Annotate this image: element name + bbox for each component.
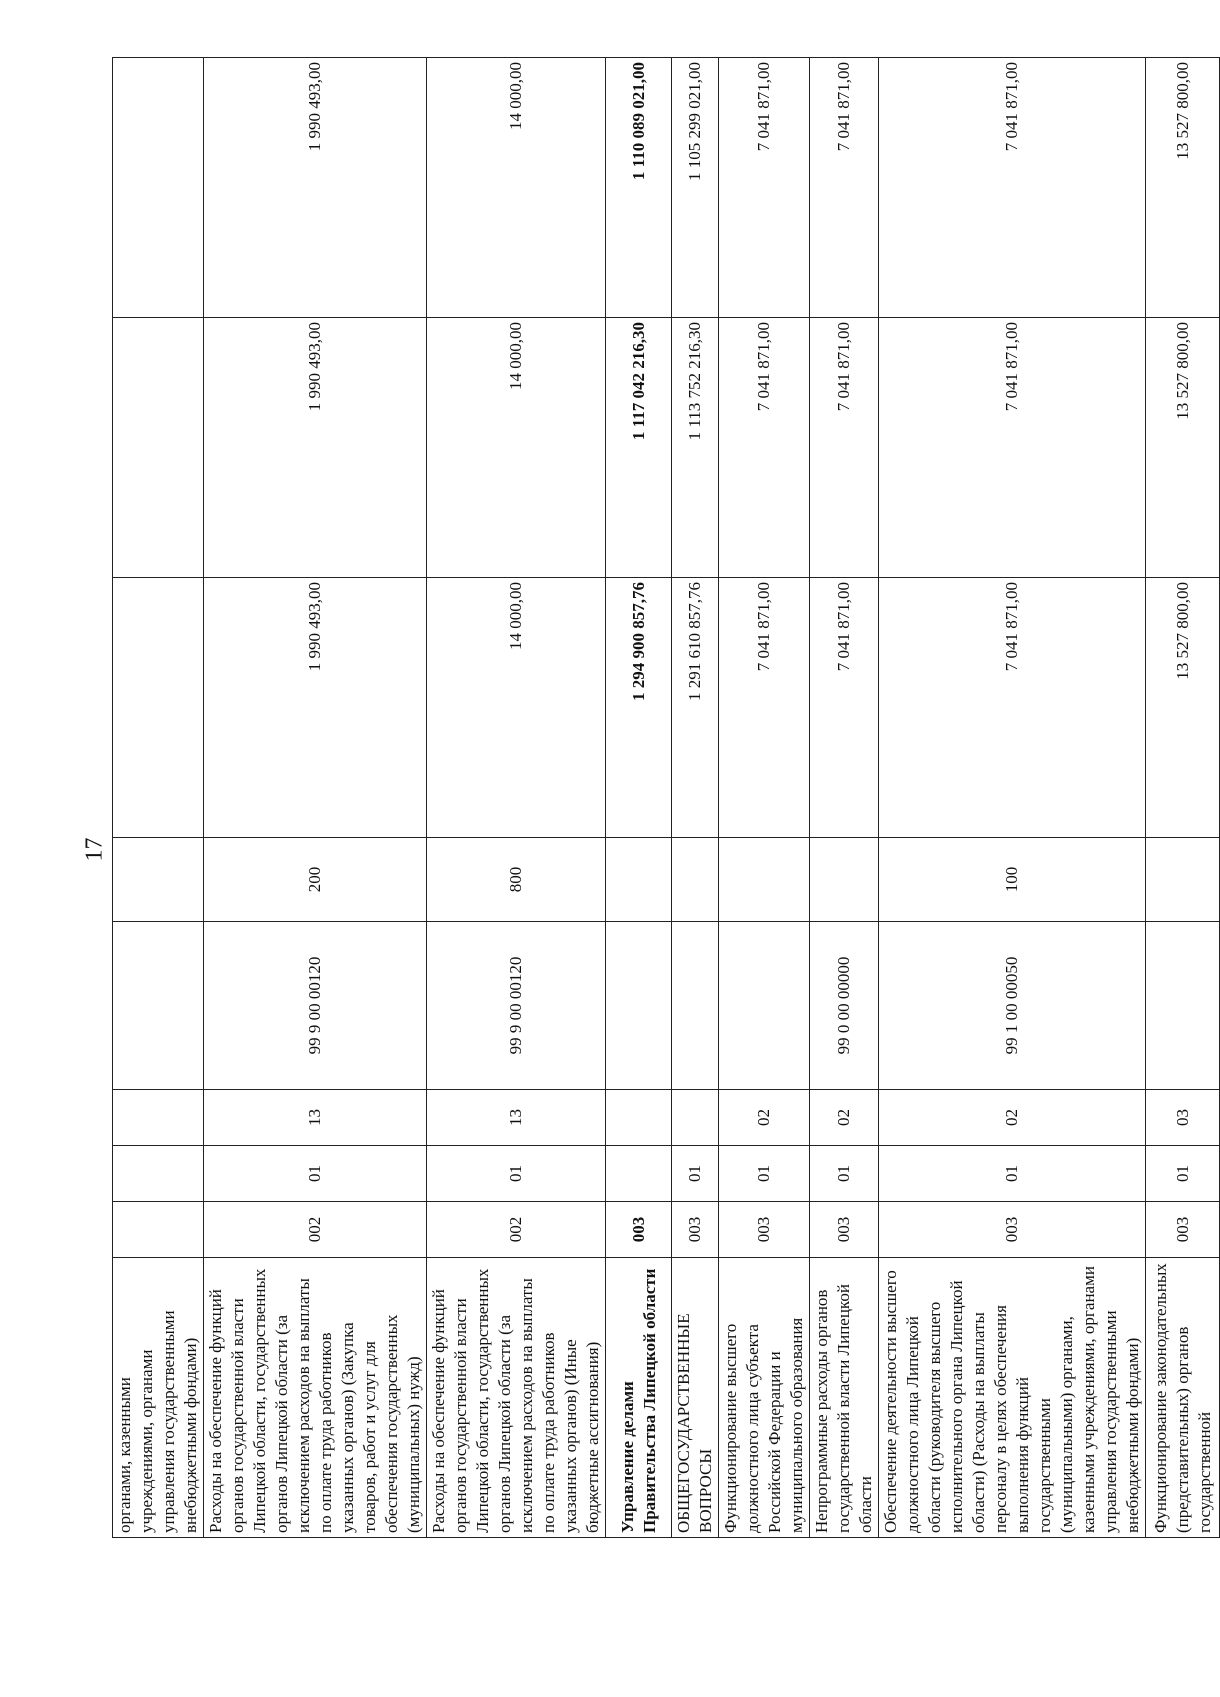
amount-year-1: 13 527 800,00 xyxy=(1146,578,1220,838)
amount-year-1: 1 291 610 857,76 xyxy=(672,578,719,838)
table-row xyxy=(113,58,204,1538)
expense-type-code: 100 xyxy=(879,838,1146,922)
ministry-code xyxy=(113,1202,204,1258)
row-name: органами, казенными учреждениями, органами управления государственными внебюджетными фондами) xyxy=(113,1258,204,1538)
row-name: Функционирование высшего должностного лица субъекта Российской Федерации и муниципального образования xyxy=(719,1258,810,1538)
row-name: Обеспечение деятельности высшего должностного лица Липецкой области (руководителя высшего исполнительного органа Липецкой области) (Расходы на выплаты персоналу в целях обеспечения выполнения функций государственными (муниципальными) органами, казенными учреждениями, органами управления государственными внебюджетными фондами) xyxy=(879,1258,1146,1538)
amount-year-1: 1 294 900 857,76 xyxy=(606,578,672,838)
expense-type-code xyxy=(719,838,810,922)
subsection-code: 02 xyxy=(719,1090,810,1146)
section-code xyxy=(113,1146,204,1202)
amount-year-3: 7 041 871,00 xyxy=(879,58,1146,318)
amount-year-1: 7 041 871,00 xyxy=(810,578,879,838)
target-article-code xyxy=(606,922,672,1090)
ministry-code: 003 xyxy=(719,1202,810,1258)
amount-year-1 xyxy=(113,578,204,838)
row-name: Расходы на обеспечение функций органов государственной власти Липецкой области, государственных органов Липецкой области (за исключением расходов на выплаты по оплате труда работников указанных органов) (Иные бюджетные ассигнования) xyxy=(427,1258,606,1538)
expense-type-code xyxy=(606,838,672,922)
budget-table xyxy=(112,57,1220,1538)
subsection-code: 13 xyxy=(427,1090,606,1146)
expense-type-code xyxy=(810,838,879,922)
ministry-code: 002 xyxy=(204,1202,427,1258)
subsection-code: 03 xyxy=(1146,1090,1220,1146)
expense-type-code xyxy=(113,838,204,922)
table-row xyxy=(1146,58,1220,1538)
amount-year-3: 1 110 089 021,00 xyxy=(606,58,672,318)
amount-year-2 xyxy=(113,318,204,578)
page-number: 17 xyxy=(81,837,108,862)
section-code: 01 xyxy=(204,1146,427,1202)
expense-type-code xyxy=(1146,838,1220,922)
subsection-code: 02 xyxy=(810,1090,879,1146)
amount-year-2: 14 000,00 xyxy=(427,318,606,578)
expense-type-code: 800 xyxy=(427,838,606,922)
target-article-code xyxy=(719,922,810,1090)
subsection-code: 02 xyxy=(879,1090,1146,1146)
ministry-code: 003 xyxy=(606,1202,672,1258)
section-code: 01 xyxy=(719,1146,810,1202)
section-code xyxy=(606,1146,672,1202)
target-article-code xyxy=(672,922,719,1090)
section-code: 01 xyxy=(810,1146,879,1202)
subsection-code xyxy=(606,1090,672,1146)
target-article-code xyxy=(113,922,204,1090)
amount-year-3: 14 000,00 xyxy=(427,58,606,318)
amount-year-1: 14 000,00 xyxy=(427,578,606,838)
amount-year-3: 1 105 299 021,00 xyxy=(672,58,719,318)
table-row xyxy=(810,58,879,1538)
table-row xyxy=(606,58,672,1538)
row-name: ОБЩЕГОСУДАРСТВЕННЫЕ ВОПРОСЫ xyxy=(672,1258,719,1538)
amount-year-1: 7 041 871,00 xyxy=(879,578,1146,838)
target-article-code: 99 9 00 00120 xyxy=(204,922,427,1090)
ministry-code: 003 xyxy=(879,1202,1146,1258)
amount-year-2: 7 041 871,00 xyxy=(879,318,1146,578)
amount-year-3: 13 527 800,00 xyxy=(1146,58,1220,318)
amount-year-1: 7 041 871,00 xyxy=(719,578,810,838)
amount-year-3 xyxy=(113,58,204,318)
table-row xyxy=(672,58,719,1538)
section-code: 01 xyxy=(1146,1146,1220,1202)
row-name: Функционирование законодательных (представительных) органов государственной xyxy=(1146,1258,1220,1538)
table-row xyxy=(427,58,606,1538)
section-code: 01 xyxy=(879,1146,1146,1202)
amount-year-2: 1 113 752 216,30 xyxy=(672,318,719,578)
row-name: Управление делами Правительства Липецкой области xyxy=(606,1258,672,1538)
amount-year-3: 1 990 493,00 xyxy=(204,58,427,318)
table-row xyxy=(879,58,1146,1538)
amount-year-2: 1 117 042 216,30 xyxy=(606,318,672,578)
amount-year-2: 13 527 800,00 xyxy=(1146,318,1220,578)
ministry-code: 003 xyxy=(1146,1202,1220,1258)
row-name: Расходы на обеспечение функций органов государственной власти Липецкой области, государственных органов Липецкой области (за исключением расходов на выплаты по оплате труда работников указанных органов) (Закупка товаров, работ и услуг для обеспечения государственных (муниципальных) нужд) xyxy=(204,1258,427,1538)
table-row xyxy=(204,58,427,1538)
table-body xyxy=(113,58,1220,1538)
budget-table-rotated xyxy=(112,58,1214,1538)
ministry-code: 003 xyxy=(672,1202,719,1258)
amount-year-2: 7 041 871,00 xyxy=(810,318,879,578)
expense-type-code xyxy=(672,838,719,922)
amount-year-3: 7 041 871,00 xyxy=(810,58,879,318)
amount-year-2: 7 041 871,00 xyxy=(719,318,810,578)
table-row xyxy=(719,58,810,1538)
section-code: 01 xyxy=(672,1146,719,1202)
row-name: Непрограммные расходы органов государственной власти Липецкой области xyxy=(810,1258,879,1538)
ministry-code: 003 xyxy=(810,1202,879,1258)
subsection-code xyxy=(113,1090,204,1146)
subsection-code: 13 xyxy=(204,1090,427,1146)
expense-type-code: 200 xyxy=(204,838,427,922)
section-code: 01 xyxy=(427,1146,606,1202)
target-article-code: 99 1 00 00050 xyxy=(879,922,1146,1090)
target-article-code xyxy=(1146,922,1220,1090)
subsection-code xyxy=(672,1090,719,1146)
target-article-code: 99 0 00 00000 xyxy=(810,922,879,1090)
amount-year-2: 1 990 493,00 xyxy=(204,318,427,578)
ministry-code: 002 xyxy=(427,1202,606,1258)
target-article-code: 99 9 00 00120 xyxy=(427,922,606,1090)
amount-year-1: 1 990 493,00 xyxy=(204,578,427,838)
amount-year-3: 7 041 871,00 xyxy=(719,58,810,318)
